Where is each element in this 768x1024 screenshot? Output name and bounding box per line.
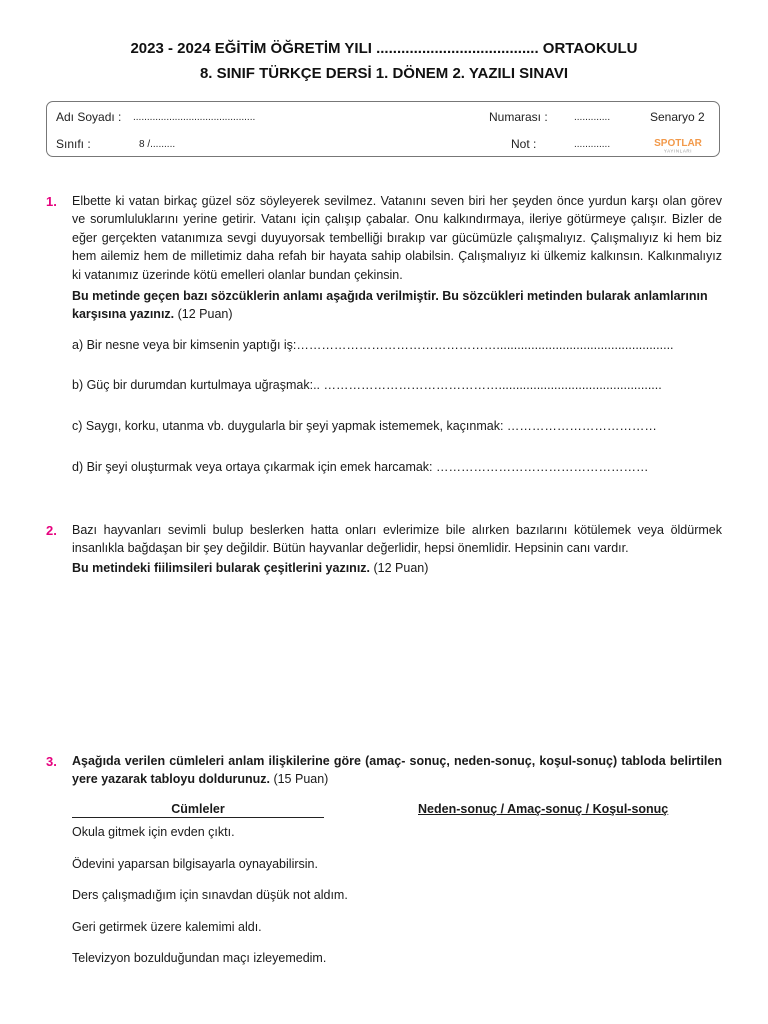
grade-field[interactable]: ............. xyxy=(574,139,611,150)
question-1-number: 1. xyxy=(46,194,57,209)
sentence-3: Ders çalışmadığım için sınavdan düşük not aldım. xyxy=(72,888,348,902)
logo-subtext: YAYINLARI xyxy=(663,148,693,154)
question-2-instruction-bold: Bu metindeki fiilimsileri bularak çeşitlerini yazınız. xyxy=(72,561,371,575)
question-1-passage: Elbette ki vatan birkaç güzel söz söyleyerek sevilmez. Vatanını seven biri her şeyden önce yurdun karşı olan görev ve sorumluluklarını yerine getirir. Vatanı için çalışıp çabalar. Onu kalkındırmaya, ileriye götürmeye çalışır. Bizler de eğer gerçekten vatanımıza sevgi duyuyorsak tembelliği bırakıp var gücümüzle çalışmalıyız. Çalışmalıyız ki hem biz hem ailemiz hem de milletimiz daha refah bir hayata sahip olabilsin. Çalışmalıyız ki ülkemiz kalkınsın. Kalkınmalıyız ki vatanımız üzerinde kötü emelleri olanlar bundan çekinsin. xyxy=(72,194,722,282)
table-header-relation: Neden-sonuç / Amaç-sonuç / Koşul-sonuç xyxy=(418,802,669,816)
question-2-number: 2. xyxy=(46,523,57,538)
exam-header-line-2: 8. SINIF TÜRKÇE DERSİ 1. DÖNEM 2. YAZILI SINAVI xyxy=(199,65,569,82)
sentence-1: Okula gitmek için evden çıktı. xyxy=(72,825,235,839)
student-info-box xyxy=(46,101,720,157)
exam-header-line-1: 2023 - 2024 EĞİTİM ÖĞRETİM YILI ....................................... ORTAOKULU xyxy=(130,40,638,57)
number-label: Numarası : xyxy=(489,110,548,124)
question-1-instruction-bold: Bu metinde geçen bazı sözcüklerin anlamı aşağıda verilmiştir. Bu sözcükleri metinden bularak anlamlarının karşısına yazınız. xyxy=(72,289,708,322)
number-field[interactable]: ............. xyxy=(574,112,611,123)
question-3-points: (15 Puan) xyxy=(269,772,329,787)
question-3-instruction xyxy=(72,752,722,789)
question-1-item-a[interactable]: a) Bir nesne veya bir kimsenin yaptığı iş:…………………………………………................................................... xyxy=(72,338,674,352)
grade-label: Not : xyxy=(511,137,537,151)
table-header-sentences: Cümleler xyxy=(72,802,324,818)
question-3-instruction-bold: Aşağıda verilen cümleleri anlam ilişkilerine göre (amaç- sonuç, neden-sonuç, koşul-sonuç) tabloda belirtilen yere yazarak tabloyu doldurunuz. xyxy=(72,754,722,787)
name-label: Adı Soyadı : xyxy=(56,110,122,124)
name-field[interactable]: ............................................ xyxy=(133,112,256,123)
question-1-item-c[interactable]: c) Saygı, korku, utanma vb. duygularla bir şeyi yapmak istememek, kaçınmak: ……………………………… xyxy=(72,419,657,433)
question-3-number: 3. xyxy=(46,754,57,769)
question-2-instruction xyxy=(72,559,722,577)
sentence-5: Televizyon bozulduğundan maçı izleyemedim. xyxy=(72,951,327,965)
scenario-label: Senaryo 2 xyxy=(650,110,705,124)
sentence-4: Geri getirmek üzere kalemimi aldı. xyxy=(72,920,262,934)
question-1-item-d[interactable]: d) Bir şeyi oluşturmak veya ortaya çıkarmak için emek harcamak: …………………………………………… xyxy=(72,460,649,474)
question-2-passage: Bazı hayvanları sevimli bulup beslerken hatta onları evlerimize bile alırken bazılarını kötülemek veya öldürmek insanlıkla bağdaşan bir şey değildir. Bütün hayvanlar değerlidir, hepsi önemlidir. Hepsinin canı vardır. xyxy=(72,523,722,556)
question-1-item-b[interactable]: b) Güç bir durumdan kurtulmaya uğraşmak:.. ……………………………………............................................... xyxy=(72,378,662,392)
sentence-2: Ödevini yaparsan bilgisayarla oynayabilirsin. xyxy=(72,857,318,871)
question-1-points: (12 Puan) xyxy=(174,307,233,322)
question-2-points: (12 Puan) xyxy=(370,561,429,575)
class-field[interactable]: 8 /......... xyxy=(139,139,176,150)
logo-text: SPOTLAR xyxy=(654,138,702,149)
question-1-instruction xyxy=(72,287,722,324)
class-label: Sınıfı : xyxy=(56,137,91,151)
publisher-logo xyxy=(652,136,704,154)
